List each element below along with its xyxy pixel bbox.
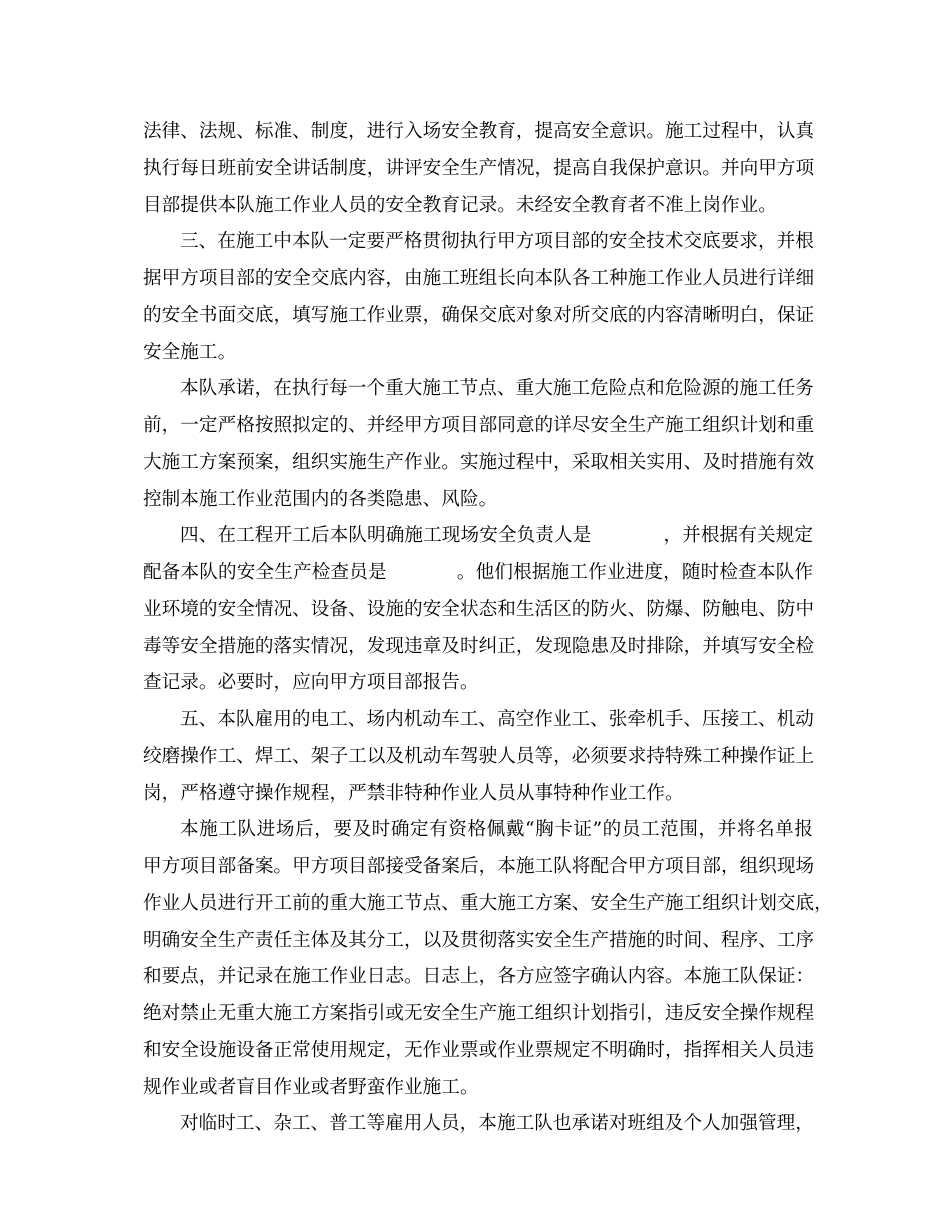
document-body [143, 114, 833, 1143]
text-segment: 。他们根据施工作业进度，随时检查本队作 [456, 562, 813, 583]
text-line: 作业人员进行开工前的重大施工节点、重大施工方案、安全生产施工组织计划交底， [143, 892, 833, 914]
paragraph-start-line: 三、在施工中本队一定要严格贯彻执行甲方项目部的安全技术交底要求，并根 [180, 231, 814, 253]
text-line: 据甲方项目部的安全交底内容，由施工班组长向本队各工种施工作业人员进行详细 [143, 268, 815, 289]
text-line: 业环境的安全情况、设备、设施的安全状态和生活区的防火、防爆、防触电、防中 [143, 598, 815, 620]
text-segment: ，并根据有关规定 [663, 525, 813, 547]
text-line: 甲方项目部备案。甲方项目部接受备案后，本施工队将配合甲方项目部，组织现场 [143, 856, 815, 877]
text-line: 和要点，并记录在施工作业日志。日志上，各方应签字确认内容。本施工队保证： [143, 966, 815, 988]
text-line: 绝对禁止无重大施工方案指引或无安全生产施工组织计划指引，违反安全操作规程 [143, 1003, 815, 1024]
paragraph-start-line: 对临时工、杂工、普工等雇用人员，本施工队也承诺对班组及个人加强管理， [180, 1113, 814, 1135]
text-line [143, 555, 813, 592]
text-line: 前，一定严格按照拟定的、并经甲方项目部同意的详尽安全生产施工组织计划和重 [143, 415, 815, 436]
text-line: 规作业或者盲目作业或者野蛮作业施工。 [143, 1076, 479, 1098]
text-line: 法律、法规、标准、制度，进行入场安全教育，提高安全意识。施工过程中，认真 [143, 121, 815, 142]
paragraph-start-line: 本施工队进场后，要及时确定有资格佩戴“胸卡证”的员工范围，并将名单报 [180, 819, 813, 841]
paragraph-start-line: 五、本队雇用的电工、场内机动车工、高空作业工、张牵机手、压接工、机动 [180, 709, 814, 730]
text-line: 查记录。必要时，应向甲方项目部报告。 [143, 672, 479, 694]
fill-in-blank [591, 540, 663, 541]
text-line: 控制本施工作业范围内的各类隐患、风险。 [143, 488, 498, 510]
text-segment: 四、在工程开工后本队明确施工现场安全负责人是 [180, 525, 592, 547]
text-line: 执行每日班前安全讲话制度，讲评安全生产情况，提高自我保护意识。并向甲方项 [143, 157, 815, 179]
text-line: 大施工方案预案，组织实施生产作业。实施过程中，采取相关实用、及时措施有效 [143, 451, 815, 473]
text-line: 的安全书面交底，填写施工作业票，确保交底对象对所交底的内容清晰明白，保证 [143, 304, 815, 326]
text-line: 和安全设施设备正常使用规定，无作业票或作业票规定不明确时，指挥相关人员违 [143, 1039, 815, 1061]
text-line: 毒等安全措施的落实情况，发现违章及时纠正，发现隐患及时排除，并填写安全检 [143, 635, 815, 657]
paragraph-start-line: 本队承诺，在执行每一个重大施工节点、重大施工危险点和危险源的施工任务 [180, 378, 814, 400]
fill-in-blank [387, 577, 457, 578]
text-line: 绞磨操作工、焊工、架子工以及机动车驾驶人员等，必须要求持特殊工种操作证上 [143, 745, 815, 767]
text-line: 目部提供本队施工作业人员的安全教育记录。未经安全教育者不准上岗作业。 [143, 194, 777, 216]
text-line: 岗，严格遵守操作规程，严禁非特种作业人员从事特种作业工作。 [143, 782, 684, 804]
text-line: 明确安全生产责任主体及其分工，以及贯彻落实安全生产措施的时间、程序、工序 [143, 929, 815, 951]
text-segment: 配备本队的安全生产检查员是 [143, 562, 387, 583]
text-line: 安全施工。 [143, 341, 237, 363]
paragraph-start-line [143, 518, 813, 555]
